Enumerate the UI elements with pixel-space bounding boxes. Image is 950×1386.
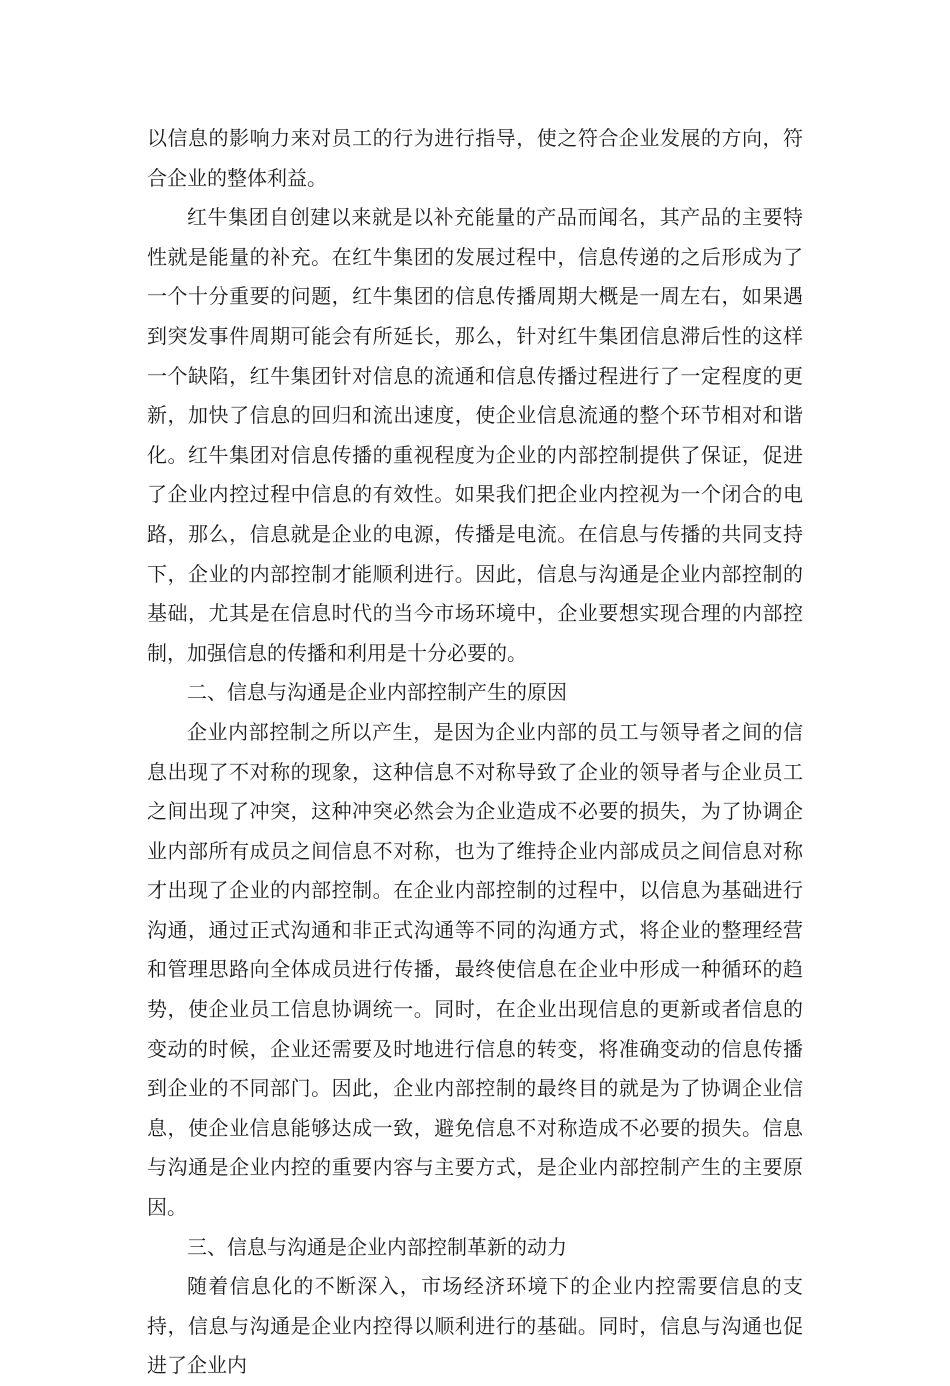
paragraph-red-bull-case: 红牛集团自创建以来就是以补充能量的产品而闻名，其产品的主要特性就是能量的补充。在红牛集团的发展过程中，信息传递的之后形成为了一个十分重要的问题，红牛集团的信息传播周期大概是一周左右，如果遇到突发事件周期可能会有所延长，那么，针对红牛集团信息滞后性的这样一个缺陷，红牛集团针对信息的流通和信息传播过程进行了一定程度的更新，加快了信息的回归和流出速度，使企业信息流通的整个环节相对和谐化。红牛集团对信息传播的重视程度为企业的内部控制提供了保证，促进了企业内控过程中信息的有效性。如果我们把企业内控视为一个闭合的电路，那么，信息就是企业的电源，传播是电流。在信息与传播的共同支持下，企业的内部控制才能顺利进行。因此，信息与沟通是企业内部控制的基础，尤其是在信息时代的当今市场环境中，企业要想实现合理的内部控制，加强信息的传播和利用是十分必要的。 — [147, 205, 803, 665]
paragraph-cause-of-control: 企业内部控制之所以产生，是因为企业内部的员工与领导者之间的信息出现了不对称的现象，这种信息不对称导致了企业的领导者与企业员工之间出现了冲突，这种冲突必然会为企业造成不必要的损失，为了协调企业内部所有成员之间信息不对称，也为了维持企业内部成员之间信息对称才出现了企业的内部控制。在企业内部控制的过程中，以信息为基础进行沟通，通过正式沟通和非正式沟通等不同的沟通方式，将企业的整理经营和管理思路向全体成员进行传播，最终使信息在企业中形成一种循环的趋势，使企业员工信息协调统一。同时，在企业出现信息的更新或者信息的变动的时候，企业还需要及时地进行信息的转变，将准确变动的信息传播到企业的不同部门。因此，企业内部控制的最终目的就是为了协调企业信息，使企业信息能够达成一致，避免信息不对称造成不必要的损失。信息与沟通是企业内控的重要内容与主要方式，是企业内部控制产生的主要原因。 — [147, 719, 803, 1220]
section-heading-3: 三、信息与沟通是企业内部控制革新的动力 — [187, 1234, 567, 1259]
document-body — [147, 119, 803, 1386]
paragraph-continuation: 以信息的影响力来对员工的行为进行指导，使之符合企业发展的方向，符合企业的整体利益。 — [147, 126, 803, 190]
paragraph-innovation-driver: 随着信息化的不断深入，市场经济环境下的企业内控需要信息的支持，信息与沟通是企业内控得以顺利进行的基础。同时，信息与沟通也促进了企业内 — [147, 1274, 803, 1378]
section-heading-2: 二、信息与沟通是企业内部控制产生的原因 — [187, 680, 567, 705]
